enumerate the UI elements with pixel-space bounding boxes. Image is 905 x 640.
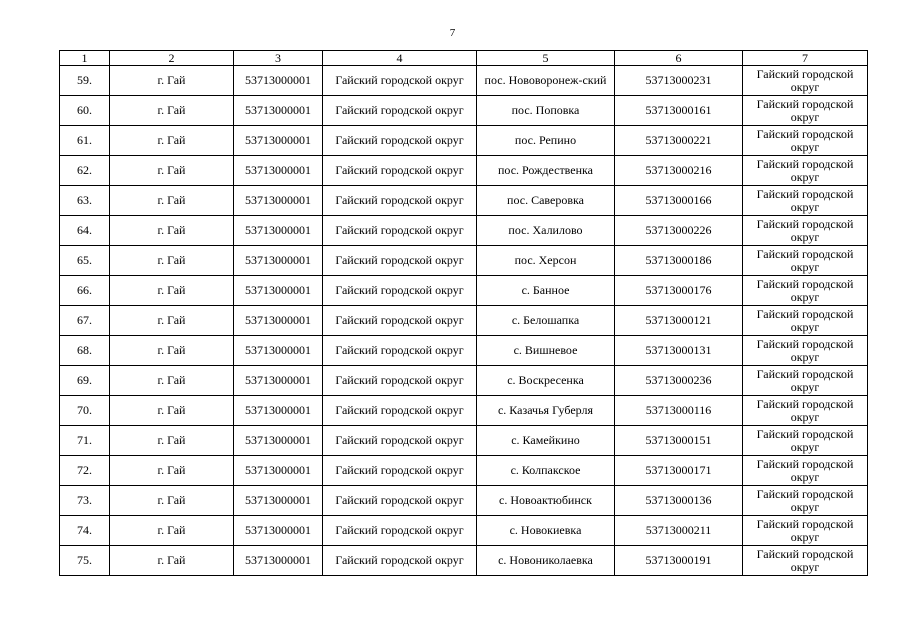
district-name-cell: Гайский городской округ (743, 486, 868, 516)
settlement-name-cell: с. Новоактюбинск (477, 486, 615, 516)
column-header-7: 7 (743, 51, 868, 66)
table-row (60, 336, 868, 366)
city-oktmo-code-cell: 53713000001 (234, 156, 323, 186)
city-name-cell: г. Гай (110, 246, 234, 276)
table-row (60, 426, 868, 456)
district-name-cell: Гайский городской округ (743, 546, 868, 576)
table-row (60, 516, 868, 546)
row-number-cell: 73. (60, 486, 110, 516)
settlement-oktmo-code-cell: 53713000226 (615, 216, 743, 246)
city-name-cell: г. Гай (110, 426, 234, 456)
municipality-name-cell: Гайский городской округ (323, 66, 477, 96)
district-name-cell: Гайский городской округ (743, 396, 868, 426)
table-row (60, 456, 868, 486)
city-name-cell: г. Гай (110, 216, 234, 246)
city-oktmo-code-cell: 53713000001 (234, 306, 323, 336)
settlement-oktmo-code-cell: 53713000166 (615, 186, 743, 216)
column-header-2: 2 (110, 51, 234, 66)
settlement-name-cell: пос. Репино (477, 126, 615, 156)
district-name-cell: Гайский городской округ (743, 156, 868, 186)
table-row (60, 486, 868, 516)
table-row (60, 546, 868, 576)
district-name-cell: Гайский городской округ (743, 216, 868, 246)
row-number-cell: 69. (60, 366, 110, 396)
table-row (60, 66, 868, 96)
municipality-name-cell: Гайский городской округ (323, 366, 477, 396)
municipality-name-cell: Гайский городской округ (323, 306, 477, 336)
city-name-cell: г. Гай (110, 456, 234, 486)
municipality-name-cell: Гайский городской округ (323, 186, 477, 216)
settlement-name-cell: пос. Поповка (477, 96, 615, 126)
city-oktmo-code-cell: 53713000001 (234, 486, 323, 516)
municipality-name-cell: Гайский городской округ (323, 126, 477, 156)
column-header-4: 4 (323, 51, 477, 66)
row-number-cell: 62. (60, 156, 110, 186)
settlement-name-cell: с. Вишневое (477, 336, 615, 366)
district-name-cell: Гайский городской округ (743, 96, 868, 126)
city-oktmo-code-cell: 53713000001 (234, 426, 323, 456)
city-name-cell: г. Гай (110, 66, 234, 96)
municipality-name-cell: Гайский городской округ (323, 216, 477, 246)
district-name-cell: Гайский городской округ (743, 456, 868, 486)
district-name-cell: Гайский городской округ (743, 276, 868, 306)
city-name-cell: г. Гай (110, 546, 234, 576)
city-oktmo-code-cell: 53713000001 (234, 186, 323, 216)
column-header-1: 1 (60, 51, 110, 66)
municipality-name-cell: Гайский городской округ (323, 96, 477, 126)
city-name-cell: г. Гай (110, 306, 234, 336)
row-number-cell: 60. (60, 96, 110, 126)
row-number-cell: 71. (60, 426, 110, 456)
district-name-cell: Гайский городской округ (743, 336, 868, 366)
settlement-name-cell: с. Воскресенка (477, 366, 615, 396)
settlement-name-cell: пос. Херсон (477, 246, 615, 276)
district-name-cell: Гайский городской округ (743, 366, 868, 396)
municipality-name-cell: Гайский городской округ (323, 396, 477, 426)
table-row (60, 216, 868, 246)
city-oktmo-code-cell: 53713000001 (234, 216, 323, 246)
settlement-oktmo-code-cell: 53713000186 (615, 246, 743, 276)
column-header-3: 3 (234, 51, 323, 66)
table-row (60, 276, 868, 306)
settlement-oktmo-code-cell: 53713000211 (615, 516, 743, 546)
table-header-row (60, 51, 868, 66)
district-name-cell: Гайский городской округ (743, 66, 868, 96)
settlement-name-cell: с. Новокиевка (477, 516, 615, 546)
city-name-cell: г. Гай (110, 276, 234, 306)
table-row (60, 126, 868, 156)
settlement-oktmo-code-cell: 53713000176 (615, 276, 743, 306)
column-header-5: 5 (477, 51, 615, 66)
column-header-6: 6 (615, 51, 743, 66)
city-oktmo-code-cell: 53713000001 (234, 546, 323, 576)
municipality-name-cell: Гайский городской округ (323, 156, 477, 186)
settlement-name-cell: с. Камейкино (477, 426, 615, 456)
row-number-cell: 64. (60, 216, 110, 246)
settlement-name-cell: пос. Рождественка (477, 156, 615, 186)
city-oktmo-code-cell: 53713000001 (234, 366, 323, 396)
municipality-name-cell: Гайский городской округ (323, 426, 477, 456)
municipality-name-cell: Гайский городской округ (323, 546, 477, 576)
city-oktmo-code-cell: 53713000001 (234, 456, 323, 486)
district-name-cell: Гайский городской округ (743, 426, 868, 456)
row-number-cell: 63. (60, 186, 110, 216)
district-name-cell: Гайский городской округ (743, 126, 868, 156)
settlement-oktmo-code-cell: 53713000151 (615, 426, 743, 456)
row-number-cell: 65. (60, 246, 110, 276)
city-oktmo-code-cell: 53713000001 (234, 276, 323, 306)
row-number-cell: 66. (60, 276, 110, 306)
municipality-name-cell: Гайский городской округ (323, 246, 477, 276)
city-oktmo-code-cell: 53713000001 (234, 96, 323, 126)
settlements-table (59, 50, 868, 576)
row-number-cell: 70. (60, 396, 110, 426)
settlement-oktmo-code-cell: 53713000161 (615, 96, 743, 126)
settlement-name-cell: с. Банное (477, 276, 615, 306)
settlement-oktmo-code-cell: 53713000231 (615, 66, 743, 96)
settlement-name-cell: с. Казачья Губерля (477, 396, 615, 426)
municipality-name-cell: Гайский городской округ (323, 276, 477, 306)
city-oktmo-code-cell: 53713000001 (234, 66, 323, 96)
settlement-name-cell: с. Белошапка (477, 306, 615, 336)
row-number-cell: 72. (60, 456, 110, 486)
settlement-oktmo-code-cell: 53713000116 (615, 396, 743, 426)
city-name-cell: г. Гай (110, 396, 234, 426)
city-name-cell: г. Гай (110, 156, 234, 186)
city-name-cell: г. Гай (110, 516, 234, 546)
district-name-cell: Гайский городской округ (743, 306, 868, 336)
row-number-cell: 59. (60, 66, 110, 96)
city-name-cell: г. Гай (110, 486, 234, 516)
table-row (60, 366, 868, 396)
settlement-oktmo-code-cell: 53713000221 (615, 126, 743, 156)
table-row (60, 306, 868, 336)
municipality-name-cell: Гайский городской округ (323, 486, 477, 516)
city-name-cell: г. Гай (110, 186, 234, 216)
municipality-name-cell: Гайский городской округ (323, 516, 477, 546)
settlement-oktmo-code-cell: 53713000216 (615, 156, 743, 186)
table-row (60, 186, 868, 216)
settlement-oktmo-code-cell: 53713000131 (615, 336, 743, 366)
city-name-cell: г. Гай (110, 126, 234, 156)
table-row (60, 246, 868, 276)
city-oktmo-code-cell: 53713000001 (234, 336, 323, 366)
city-oktmo-code-cell: 53713000001 (234, 516, 323, 546)
settlement-name-cell: пос. Халилово (477, 216, 615, 246)
settlement-oktmo-code-cell: 53713000136 (615, 486, 743, 516)
row-number-cell: 68. (60, 336, 110, 366)
settlement-name-cell: пос. Саверовка (477, 186, 615, 216)
district-name-cell: Гайский городской округ (743, 246, 868, 276)
district-name-cell: Гайский городской округ (743, 186, 868, 216)
row-number-cell: 67. (60, 306, 110, 336)
city-name-cell: г. Гай (110, 336, 234, 366)
city-name-cell: г. Гай (110, 96, 234, 126)
settlement-oktmo-code-cell: 53713000121 (615, 306, 743, 336)
settlement-oktmo-code-cell: 53713000236 (615, 366, 743, 396)
row-number-cell: 75. (60, 546, 110, 576)
settlement-name-cell: пос. Нововоронеж-ский (477, 66, 615, 96)
municipality-name-cell: Гайский городской округ (323, 456, 477, 486)
district-name-cell: Гайский городской округ (743, 516, 868, 546)
city-oktmo-code-cell: 53713000001 (234, 396, 323, 426)
row-number-cell: 61. (60, 126, 110, 156)
settlement-oktmo-code-cell: 53713000191 (615, 546, 743, 576)
settlement-name-cell: с. Колпакское (477, 456, 615, 486)
settlement-oktmo-code-cell: 53713000171 (615, 456, 743, 486)
municipality-name-cell: Гайский городской округ (323, 336, 477, 366)
table-body (60, 66, 868, 576)
city-name-cell: г. Гай (110, 366, 234, 396)
settlement-name-cell: с. Новониколаевка (477, 546, 615, 576)
table-row (60, 156, 868, 186)
page-number: 7 (449, 27, 456, 39)
city-oktmo-code-cell: 53713000001 (234, 246, 323, 276)
table-row (60, 396, 868, 426)
table-row (60, 96, 868, 126)
city-oktmo-code-cell: 53713000001 (234, 126, 323, 156)
row-number-cell: 74. (60, 516, 110, 546)
